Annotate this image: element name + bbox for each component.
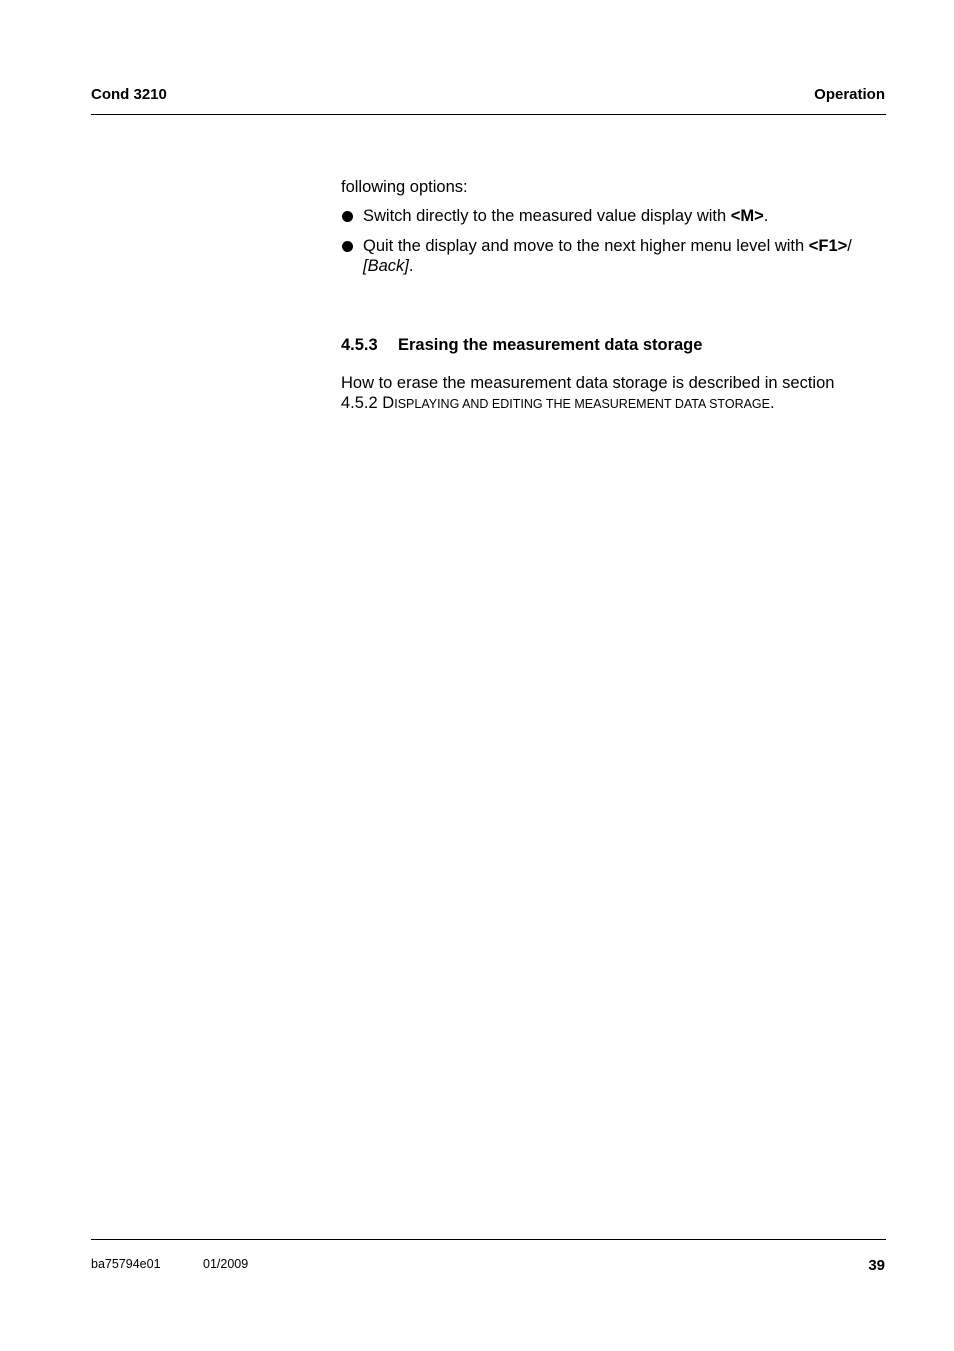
reference-initial: D bbox=[382, 394, 395, 412]
page-number: 39 bbox=[868, 1257, 885, 1274]
bullet-text: Quit the display and move to the next higher menu level with bbox=[363, 237, 809, 255]
paragraph-text: How to erase the measurement data storage is described in section bbox=[341, 374, 835, 392]
running-header-chapter: Operation bbox=[814, 86, 885, 103]
key-label: <F1> bbox=[808, 237, 848, 255]
bullet-end: . bbox=[763, 207, 769, 225]
header-rule bbox=[91, 114, 886, 115]
footer-rule bbox=[91, 1239, 886, 1240]
bullet-text: Switch directly to the measured value display with bbox=[363, 207, 731, 225]
bullet-icon bbox=[342, 211, 353, 222]
options-list bbox=[341, 206, 889, 286]
separator: / bbox=[847, 237, 852, 255]
section-number: 4.5.3 bbox=[341, 336, 378, 354]
key-label: <M> bbox=[730, 207, 764, 225]
intro-text: following options: bbox=[341, 178, 468, 196]
list-item bbox=[341, 206, 889, 226]
section-title: Erasing the measurement data storage bbox=[398, 336, 703, 354]
running-header-title: Cond 3210 bbox=[91, 86, 167, 103]
footer-date: 01/2009 bbox=[203, 1257, 249, 1271]
section-heading bbox=[341, 336, 702, 355]
reference-number: 4.5.2 bbox=[341, 394, 378, 412]
softkey-label: [Back] bbox=[363, 257, 409, 275]
list-item bbox=[341, 236, 889, 276]
cross-reference[interactable] bbox=[341, 394, 770, 412]
body-paragraph bbox=[341, 373, 889, 414]
bullet-icon bbox=[342, 241, 353, 252]
paragraph-end: . bbox=[770, 394, 775, 412]
reference-title: ISPLAYING AND EDITING THE MEASUREMENT DATA STORAGE bbox=[394, 397, 770, 411]
bullet-end: . bbox=[408, 257, 414, 275]
footer-doc-code: ba75794e01 bbox=[91, 1257, 161, 1271]
